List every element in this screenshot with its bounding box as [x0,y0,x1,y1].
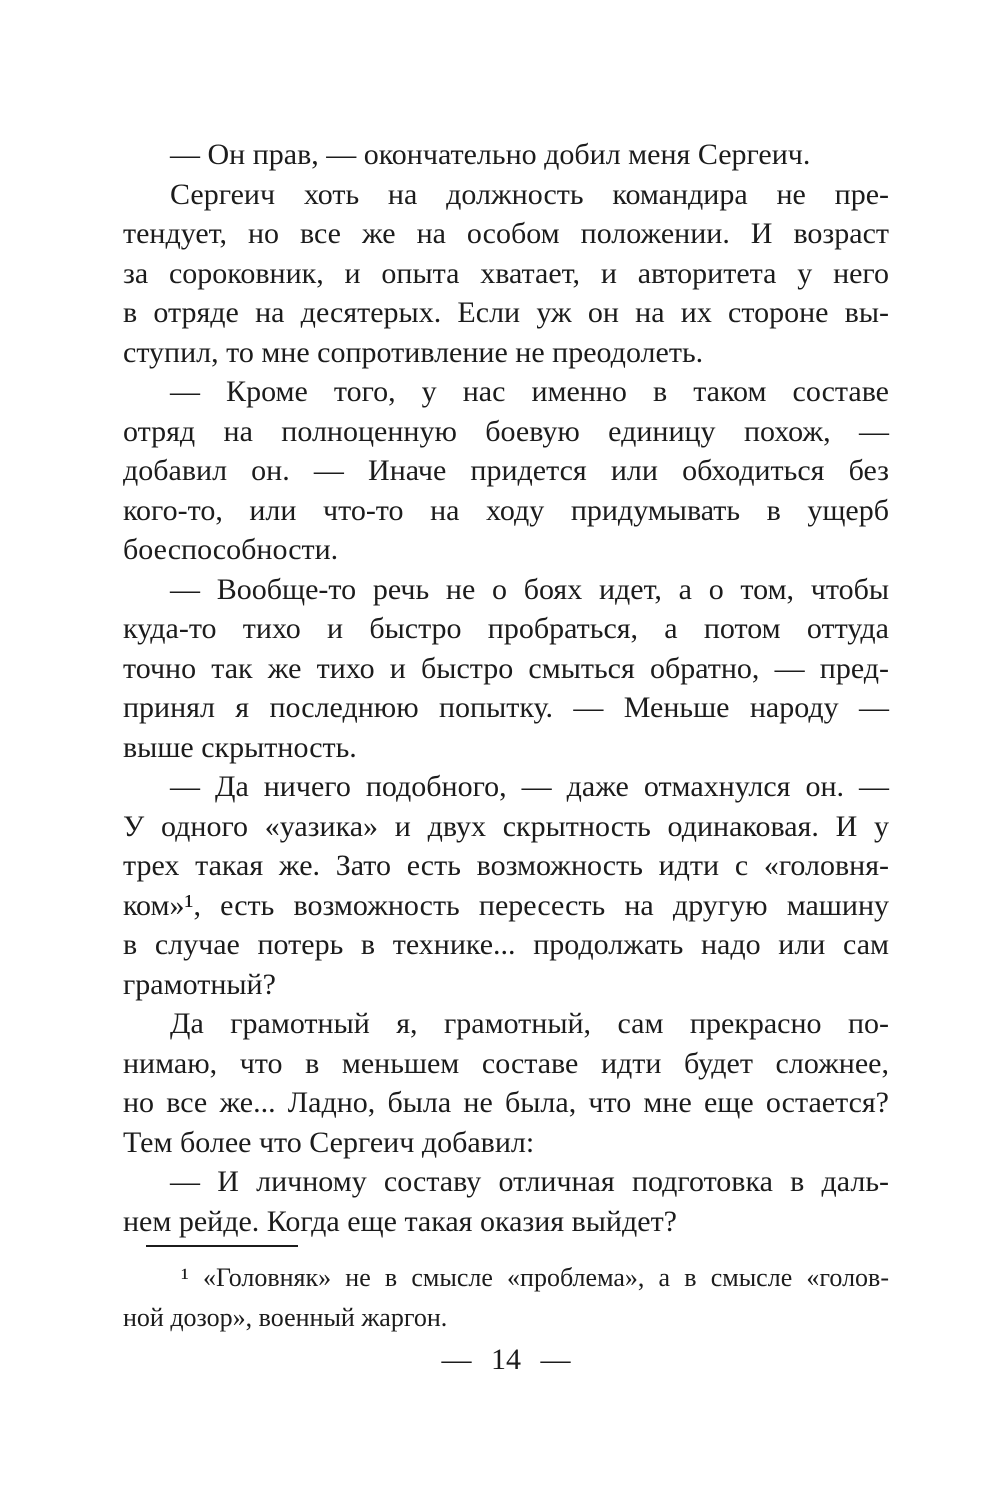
text-line: Сергеич хоть на должность командира не пре- [170,177,889,211]
text-line: Да грамотный я, грамотный, сам прекрасно по- [170,1007,889,1040]
text-line: ступил, то мне сопротивление не преодолеть. [123,335,704,369]
text-line: грамотный? [123,967,276,1001]
text-line: тендует, но все же на особом положении. И возраст [123,217,889,250]
text-line: добавил он. — Иначе придется или обходиться без [123,454,889,487]
text-line: ком»¹, есть возможность пересесть на другую машину [123,888,889,922]
text-line: принял я последнюю попытку. — Меньше народу — [123,691,889,724]
text-line: в отряде на десятерых. Если уж он на их стороне вы- [123,296,889,329]
text-line: нем рейде. Когда еще такая оказия выйдет? [123,1204,677,1238]
text-line: — Кроме того, у нас именно в таком составе [170,375,889,408]
text-line: — Вообще-то речь не о боях идет, а о том, чтобы [170,572,889,606]
paragraph [123,175,889,373]
text-line: трех такая же. Зато есть возможность идти с «головня- [123,849,889,882]
paragraph [123,570,889,768]
text-line: — Он прав, — окончательно добил меня Сергеич. [170,138,811,171]
footnote-divider-rule [146,1245,298,1247]
paragraph [123,135,889,175]
text-line: за сороковник, и опыта хватает, и авторитета у него [123,256,889,290]
text-line: Тем более что Сергеич добавил: [123,1125,535,1159]
text-line: выше скрытность. [123,730,357,764]
paragraph [123,1162,889,1241]
text-line: кого-то, или что-то на ходу придумывать в ущерб [123,493,889,527]
text-line: отряд на полноценную боевую единицу похож, — [123,414,889,448]
body-text [123,135,889,1241]
footnote-line: ной дозор», военный жаргон. [123,1303,448,1332]
text-line: но все же... Ладно, была не была, что мне еще остается? [123,1086,889,1119]
footnote [123,1258,889,1338]
text-line: точно так же тихо и быстро смыться обратно, — пред- [123,651,889,685]
text-line: У одного «уазика» и двух скрытность одинаковая. И у [123,809,889,843]
paragraph [123,767,889,1004]
text-line: куда-то тихо и быстро пробраться, а потом оттуда [123,612,889,645]
text-line: в случае потерь в технике... продолжать надо или сам [123,928,889,961]
page-number: — 14 — [441,1343,571,1376]
text-line: — Да ничего подобного, — даже отмахнулся он. — [170,770,889,803]
text-line: нимаю, что в меньшем составе идти будет сложнее, [123,1046,889,1080]
paragraph [123,1004,889,1162]
footnote-line: ¹ «Головняк» не в смысле «проблема», а в смысле «голов- [181,1263,889,1292]
text-line: боеспособности. [123,533,339,566]
text-line: — И личному составу отличная подготовка в даль- [170,1165,889,1198]
paragraph [123,372,889,570]
